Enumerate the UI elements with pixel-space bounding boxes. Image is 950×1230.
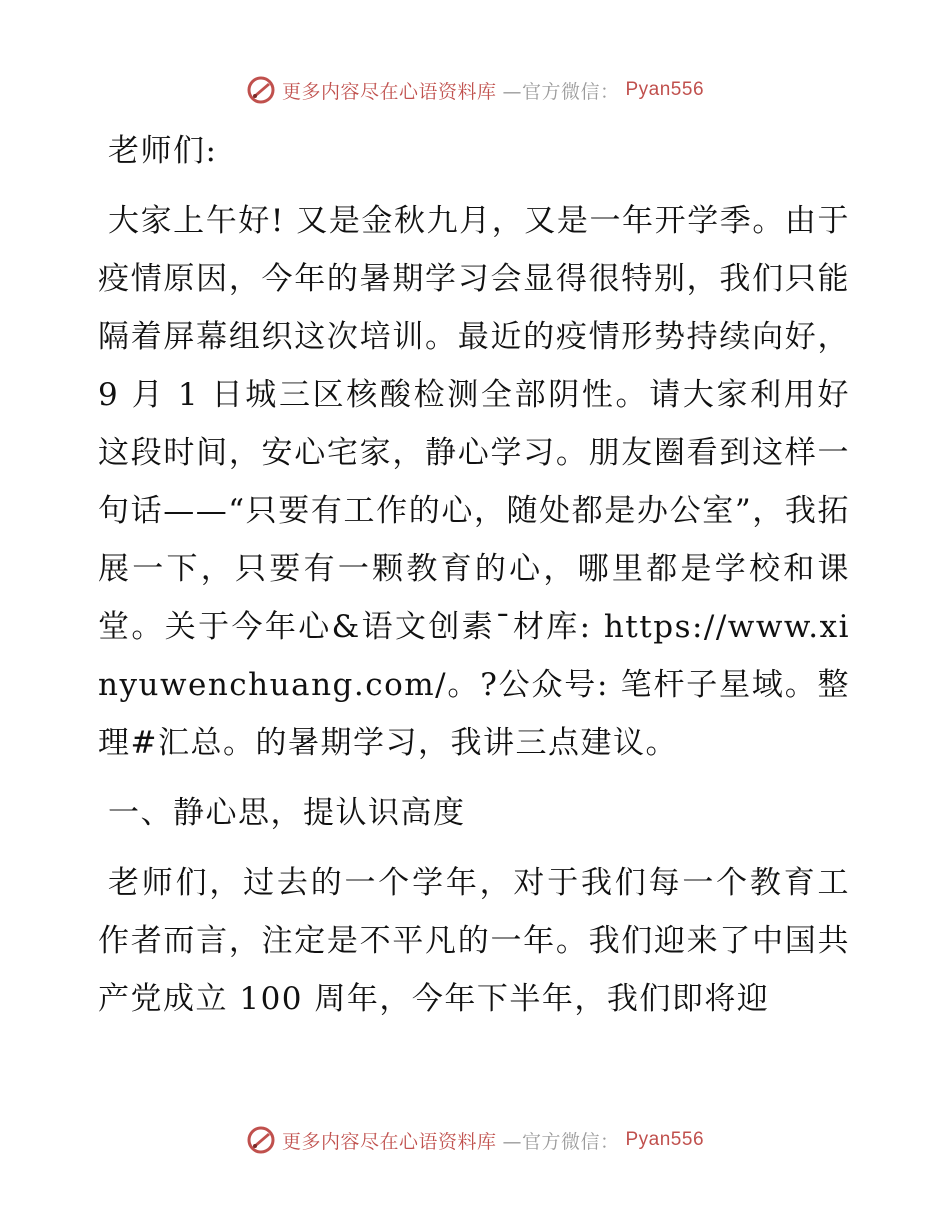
paragraph-opening-text: 大家上午好! 又是金秋九月，又是一年开学季。由于疫情原因，今年的暑期学习会显得很特别，我们只能隔着屏幕组织这次培训。最近的疫情形势持续向好，9 月 1 日城三区核酸检测全部阴性。请大家利用好这段时间，安心宅家，静心学习。朋友圈看到这样一句话——“只要有工作的心，随处都是办公室”，我拓展一下，只要有一颗教育的心，哪里都是学校和课堂。关于今年心&语文创素¯材库: https://www.xinyuwenchuang.com/。?公众号: 笔杆子星域。整理#汇总。的暑期学习，我讲三点建议。	[98, 203, 850, 761]
paragraph-section-one	[98, 854, 850, 1028]
footer-watermark	[0, 1120, 950, 1160]
watermark-wechat-label: —官方微信：	[502, 1130, 620, 1153]
watermark-wechat-id: Pyan556	[625, 1129, 705, 1150]
watermark-main-text: 更多内容尽在心语资料库	[281, 1130, 497, 1153]
salutation: 老师们:	[108, 133, 218, 169]
section-heading: 一、静心思，提认识高度	[108, 795, 466, 831]
watermark-wechat-id: Pyan556	[625, 79, 705, 100]
document-body	[98, 122, 850, 1040]
paragraph-section-one-text: 老师们，过去的一个学年，对于我们每一个教育工作者而言，注定是不平凡的一年。我们迎来了中国共产党成立 100 周年，今年下半年，我们即将迎	[98, 865, 850, 1017]
paragraph-opening	[98, 192, 850, 772]
header-watermark	[0, 70, 950, 110]
logo-icon	[246, 1125, 276, 1155]
watermark-main-text: 更多内容尽在心语资料库	[281, 80, 497, 103]
logo-icon	[246, 75, 276, 105]
watermark-wechat-label: —官方微信：	[502, 80, 620, 103]
